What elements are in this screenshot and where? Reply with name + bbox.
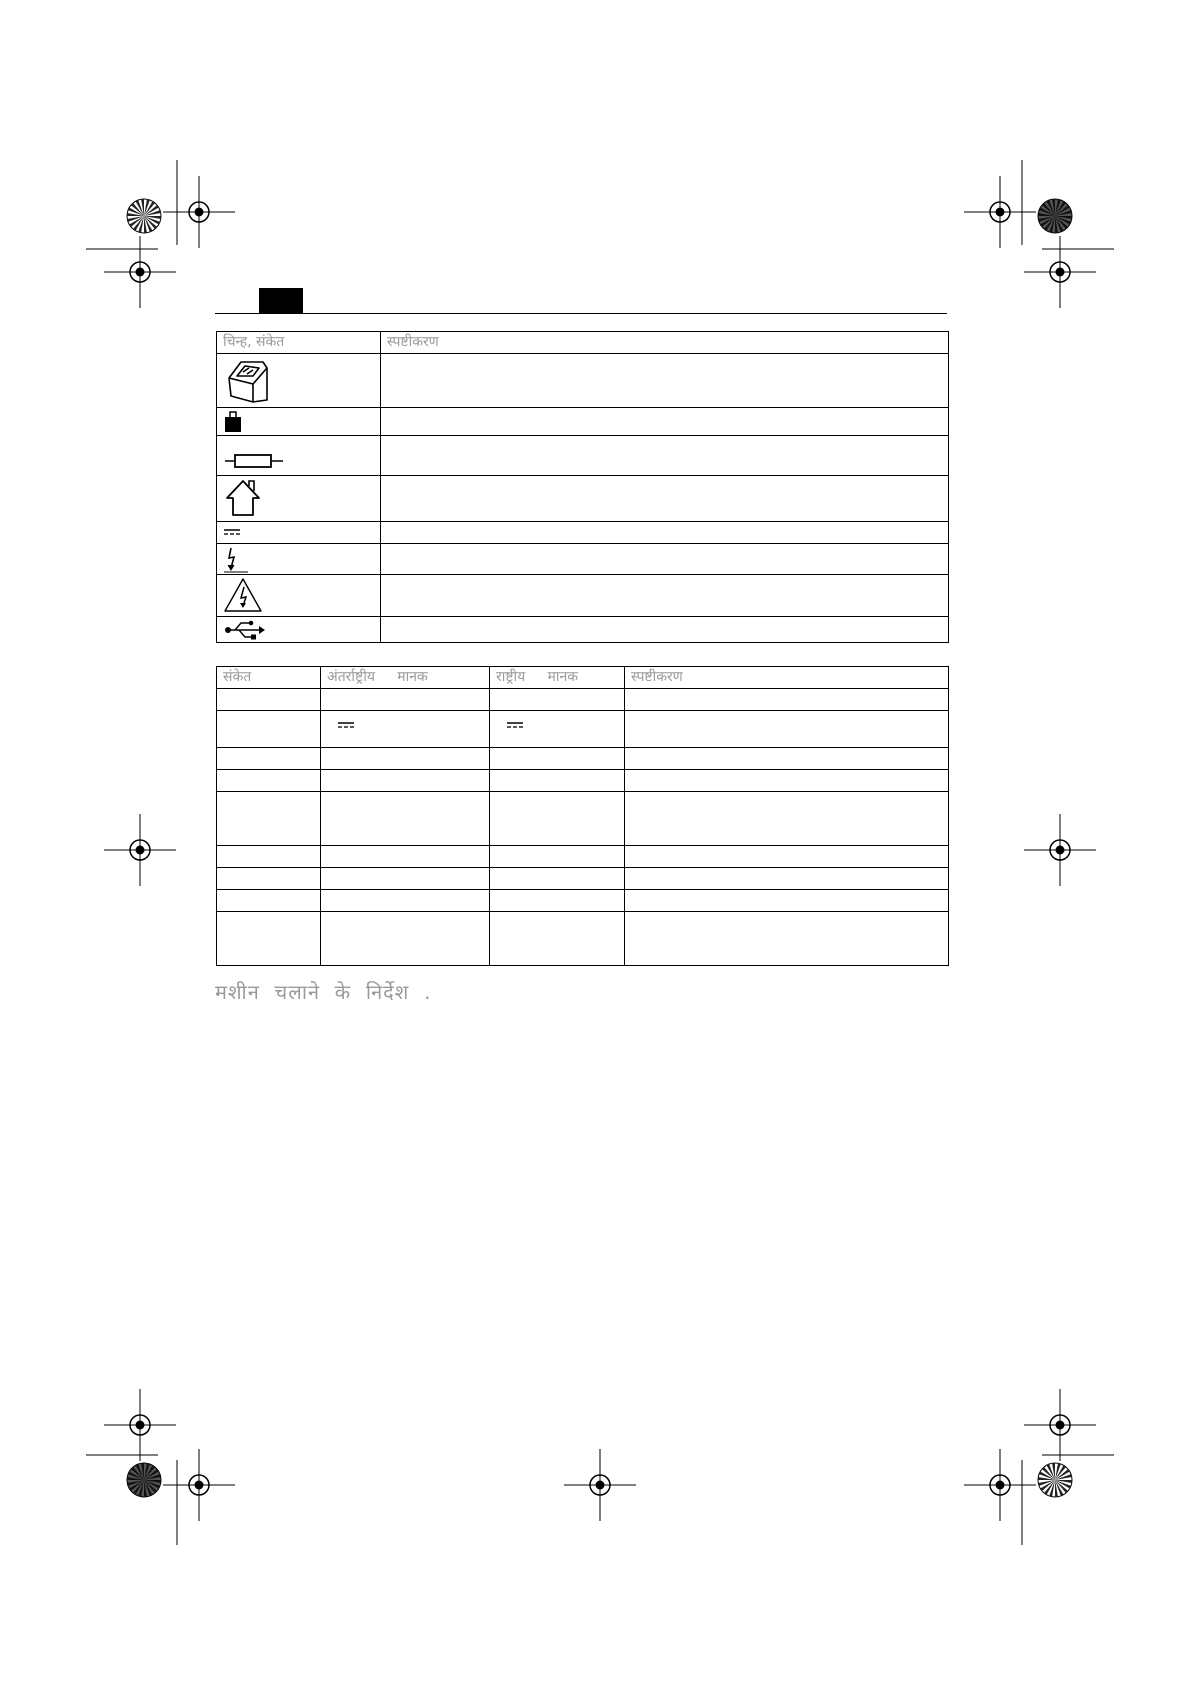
table-cell (321, 748, 490, 770)
table-cell (321, 846, 490, 868)
table-row (217, 522, 949, 544)
star-target (1038, 199, 1072, 233)
table-cell (217, 868, 321, 890)
table-cell (625, 912, 949, 966)
table-cell (321, 868, 490, 890)
table-cell (625, 846, 949, 868)
table-cell (217, 846, 321, 868)
symbol-cell (217, 354, 381, 408)
column-header-international-standard: अंतर्राष्ट्रीय मानक (321, 667, 490, 689)
table-row (217, 748, 949, 770)
table-cell (625, 890, 949, 912)
section-heading: मशीन चलाने के निर्देश . (215, 980, 432, 1004)
column-header-symbol: चिन्ह, संकेत (217, 332, 381, 354)
table-row (217, 689, 949, 711)
symbol-cell (217, 617, 381, 643)
symbols-table (216, 331, 949, 643)
table-row (217, 617, 949, 643)
table-row (217, 544, 949, 575)
symbol-cell (217, 408, 381, 436)
symbol-cell (217, 476, 381, 522)
table-cell (217, 890, 321, 912)
table-cell (490, 792, 625, 846)
table-cell (217, 711, 321, 748)
table-cell (625, 748, 949, 770)
usb-icon (223, 617, 267, 641)
table-cell (490, 689, 625, 711)
direct-current-icon (337, 721, 355, 729)
star-target (1038, 1463, 1072, 1497)
table-cell (321, 912, 490, 966)
table-header-row (217, 332, 949, 354)
table-cell (625, 770, 949, 792)
explanation-cell (381, 354, 949, 408)
table-cell (625, 711, 949, 748)
star-target (127, 1463, 161, 1497)
table-cell (490, 890, 625, 912)
table-row (217, 575, 949, 617)
units-table (216, 666, 949, 966)
column-header-national-standard: राष्ट्रीय मानक (490, 667, 625, 689)
table-cell (321, 689, 490, 711)
explanation-cell (381, 617, 949, 643)
table-cell (625, 689, 949, 711)
symbol-cell (217, 575, 381, 617)
table-cell (217, 770, 321, 792)
table-cell (217, 912, 321, 966)
table-cell (490, 748, 625, 770)
table-cell (490, 770, 625, 792)
table-row (217, 868, 949, 890)
table-row (217, 408, 949, 436)
table-row (217, 354, 949, 408)
table-row (217, 436, 949, 476)
table-cell (490, 868, 625, 890)
fuse-icon (223, 436, 285, 474)
table-cell (321, 770, 490, 792)
table-cell (625, 792, 949, 846)
electrical-hazard-warning-icon (223, 575, 267, 615)
language-tab (259, 288, 303, 314)
table-cell (490, 846, 625, 868)
column-header-explanation: स्पष्टीकरण (381, 332, 949, 354)
table-row (217, 476, 949, 522)
explanation-cell (381, 476, 949, 522)
table-row (217, 792, 949, 846)
battery-charger-icon (223, 354, 273, 406)
table-cell (321, 890, 490, 912)
table-row (217, 912, 949, 966)
symbol-cell (217, 544, 381, 575)
indoor-use-house-icon (223, 476, 267, 520)
explanation-cell (381, 575, 949, 617)
column-header-explanation: स्पष्टीकरण (625, 667, 949, 689)
table-cell (321, 711, 490, 748)
explanation-cell (381, 408, 949, 436)
table-cell (217, 748, 321, 770)
direct-current-icon (506, 721, 524, 729)
table-cell (217, 689, 321, 711)
table-header-row (217, 667, 949, 689)
direct-current-icon (223, 522, 243, 540)
explanation-cell (381, 436, 949, 476)
table-row (217, 846, 949, 868)
table-cell (321, 792, 490, 846)
column-header-symbol: संकेत (217, 667, 321, 689)
table-cell (490, 711, 625, 748)
star-target (127, 199, 161, 233)
lightning-icon (223, 544, 249, 574)
table-cell (217, 792, 321, 846)
symbol-cell (217, 522, 381, 544)
explanation-cell (381, 544, 949, 575)
explanation-cell (381, 522, 949, 544)
table-row (217, 770, 949, 792)
symbol-cell (217, 436, 381, 476)
table-cell (490, 912, 625, 966)
weight-icon (223, 408, 247, 434)
table-row (217, 890, 949, 912)
table-cell (625, 868, 949, 890)
table-row (217, 711, 949, 748)
header-rule (215, 313, 947, 314)
